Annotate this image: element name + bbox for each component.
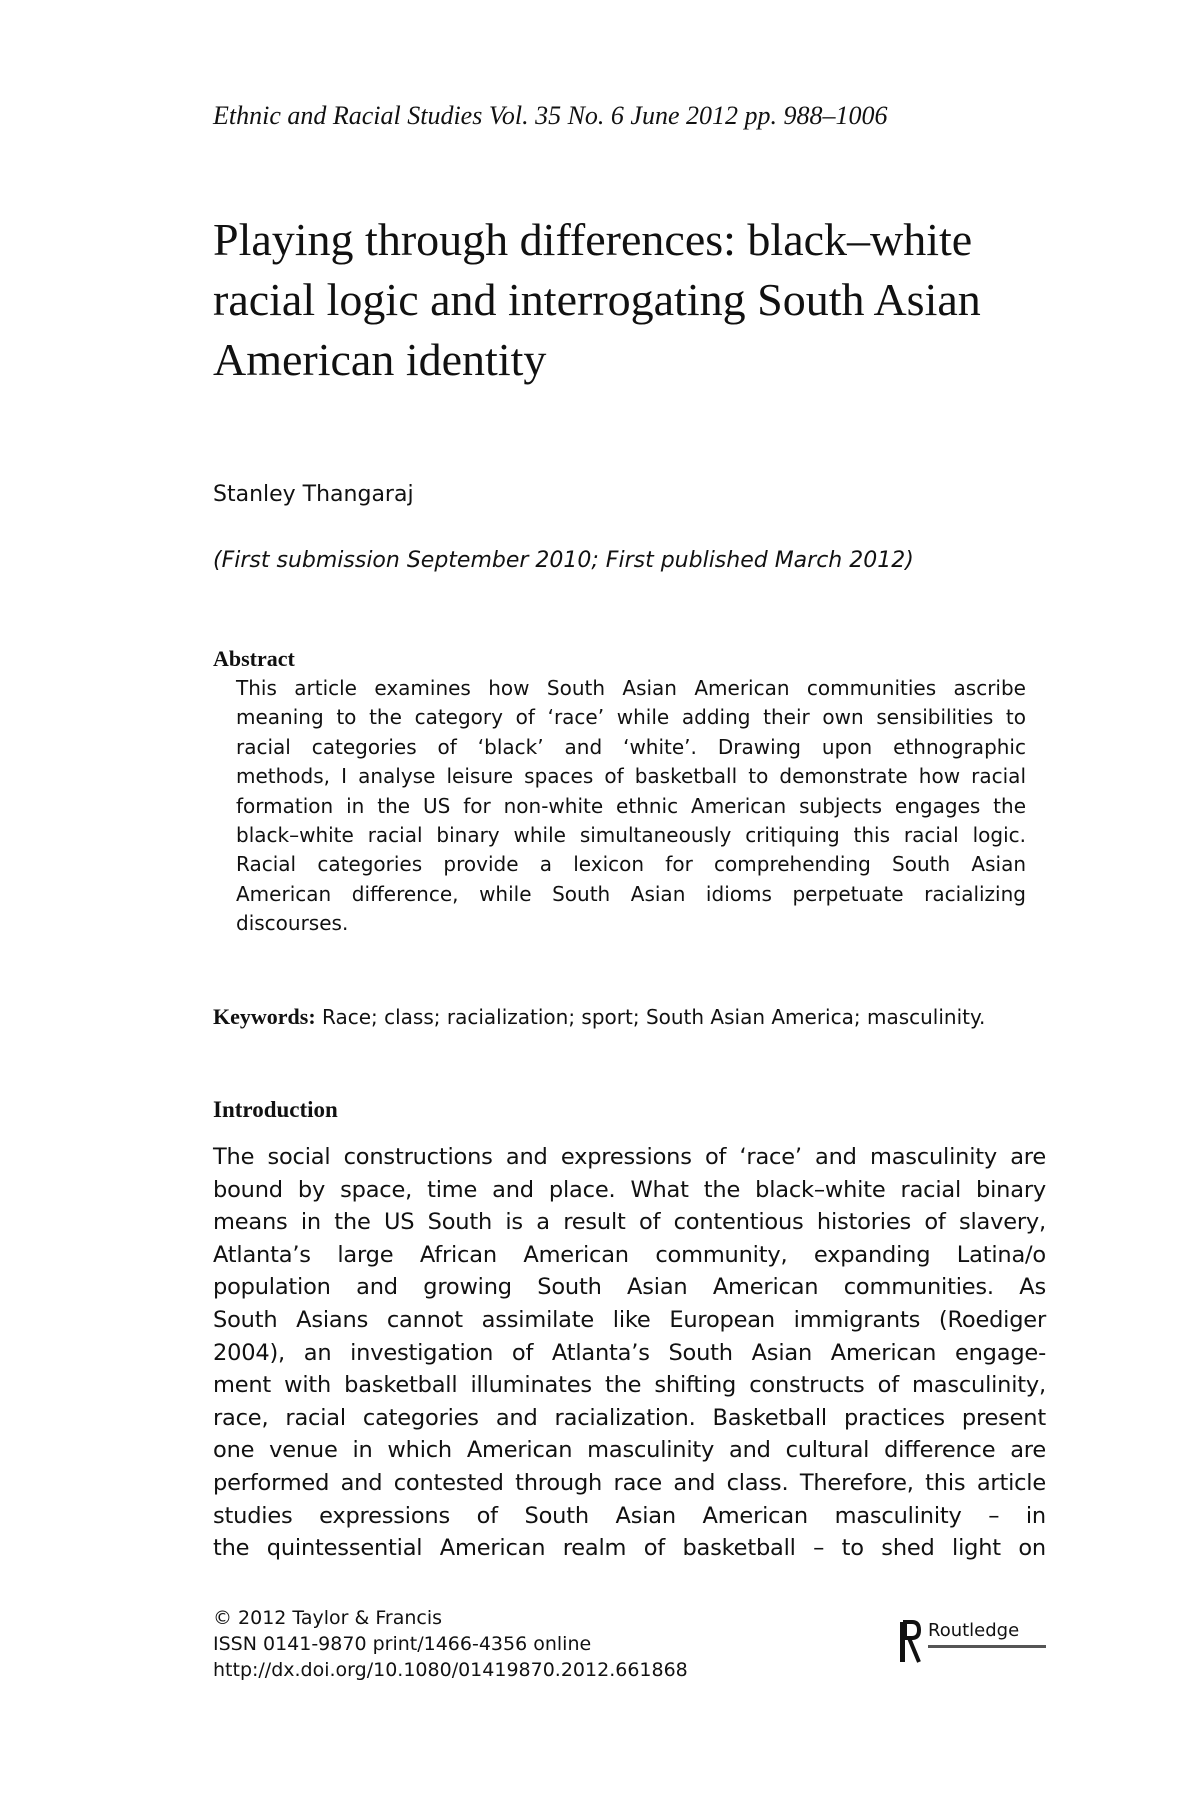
- abstract-line: racial categories of ‘black’ and ‘white’. Drawing upon ethnographic: [236, 734, 1026, 759]
- publisher-logo: [898, 1620, 1058, 1670]
- abstract-line: This article examines how South Asian American communities ascribe: [236, 676, 1026, 700]
- abstract-line: American difference, while South Asian idioms perpetuate racializing: [236, 881, 1026, 906]
- issn: ISSN 0141-9870 print/1466-4356 online: [213, 1633, 592, 1655]
- body-line: one venue in which American masculinity and cultural difference are: [213, 1437, 1046, 1464]
- abstract-line: black–white racial binary while simultaneously critiquing this racial logic.: [236, 823, 1026, 848]
- body-line: the quintessential American realm of basketball – to shed light on: [213, 1535, 1046, 1562]
- abstract-line: formation in the US for non-white ethnic American subjects engages the: [236, 793, 1026, 818]
- abstract-heading: Abstract: [213, 646, 295, 671]
- abstract-line: meaning to the category of ‘race’ while adding their own sensibilities to: [236, 705, 1026, 730]
- body-line: population and growing South Asian American communities. As: [213, 1274, 1046, 1301]
- keywords-label: Keywords:: [213, 1004, 316, 1029]
- body-line: 2004), an investigation of Atlanta’s South Asian American engage-: [213, 1339, 1046, 1366]
- publisher-tagline-mark: [928, 1644, 1046, 1650]
- body-line: race, racial categories and racialization. Basketball practices present: [213, 1404, 1046, 1431]
- abstract-line: Racial categories provide a lexicon for comprehending South Asian: [236, 852, 1026, 877]
- keywords-text: Race; class; racialization; sport; South Asian America; masculinity.: [315, 1005, 986, 1029]
- copyright-footer: [213, 1605, 688, 1683]
- copyright-notice: © 2012 Taylor & Francis: [213, 1607, 443, 1629]
- author-name: Stanley Thangaraj: [213, 482, 414, 507]
- body-line: Atlanta’s large African American community, expanding Latina/o: [213, 1241, 1046, 1268]
- body-line: means in the US South is a result of contentious histories of slavery,: [213, 1209, 1046, 1236]
- doi-link[interactable]: http://dx.doi.org/10.1080/01419870.2012.661868: [213, 1659, 688, 1681]
- abstract-line: methods, I analyse leisure spaces of basketball to demonstrate how racial: [236, 764, 1026, 789]
- publisher-name: Routledge: [928, 1620, 1020, 1641]
- abstract-text: [236, 674, 1026, 939]
- body-line: studies expressions of South Asian American masculinity – in: [213, 1502, 1046, 1529]
- body-line: The social constructions and expressions of ‘race’ and masculinity are: [213, 1144, 1046, 1170]
- keywords: [213, 1003, 1043, 1031]
- abstract-line: discourses.: [236, 911, 349, 936]
- article-title-line: Playing through differences: black–white: [213, 214, 973, 265]
- article-title-line: racial logic and interrogating South Asian: [213, 274, 981, 325]
- journal-citation: Ethnic and Racial Studies Vol. 35 No. 6 June 2012 pp. 988–1006: [213, 101, 888, 130]
- body-line: performed and contested through race and class. Therefore, this article: [213, 1469, 1046, 1496]
- body-line: South Asians cannot assimilate like European immigrants (Roediger: [213, 1306, 1046, 1333]
- submission-dates: (First submission September 2010; First published March 2012): [213, 548, 914, 573]
- body-line: bound by space, time and place. What the black–white racial binary: [213, 1176, 1046, 1203]
- article-title-line: American identity: [213, 334, 547, 385]
- body-line: ment with basketball illuminates the shifting constructs of masculinity,: [213, 1372, 1046, 1399]
- introduction-heading: Introduction: [213, 1097, 338, 1122]
- introduction-text: [213, 1141, 1046, 1565]
- routledge-logo-icon: [898, 1620, 922, 1664]
- article-title: [213, 210, 1113, 390]
